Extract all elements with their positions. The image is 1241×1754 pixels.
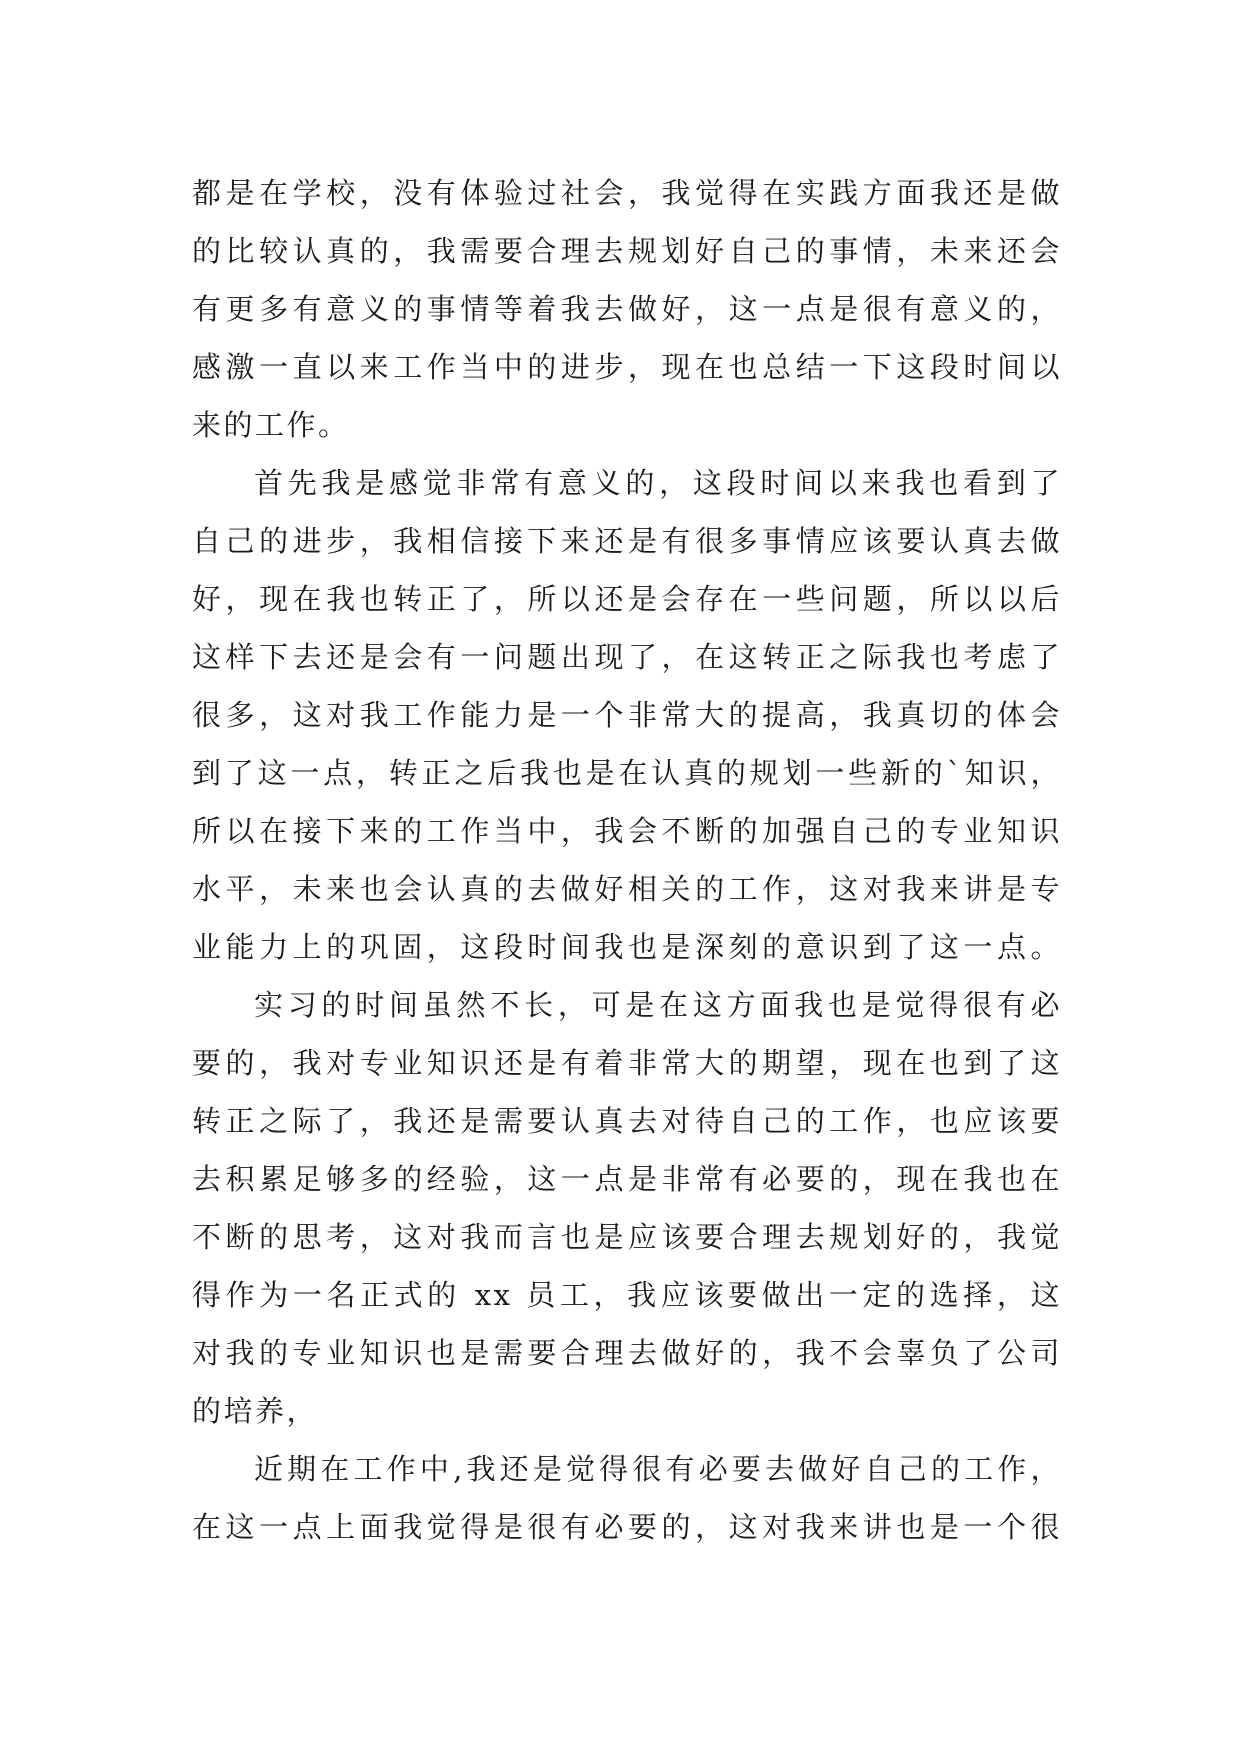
text-line: 水平，未来也会认真的去做好相关的工作，这对我来讲是专 <box>192 872 1062 906</box>
text-line: 有更多有意义的事情等着我去做好，这一点是很有意义的， <box>192 292 1062 326</box>
text-line: 转正之际了，我还是需要认真去对待自己的工作，也应该要 <box>192 1104 1062 1138</box>
text-line: 得作为一名正式的 xx 员工，我应该要做出一定的选择，这 <box>192 1278 1062 1312</box>
text-line: 的培养， <box>192 1394 319 1428</box>
text-line: 都是在学校，没有体验过社会，我觉得在实践方面我还是做 <box>192 176 1062 210</box>
text-line: 到了这一点，转正之后我也是在认真的规划一些新的`知识， <box>192 756 1062 790</box>
text-line: 去积累足够多的经验，这一点是非常有必要的，现在我也在 <box>192 1162 1062 1196</box>
paragraph-1 <box>192 164 1062 454</box>
text-line: 好，现在我也转正了，所以还是会存在一些问题，所以以后 <box>192 582 1062 616</box>
text-line: 来的工作。 <box>192 408 350 442</box>
text-line: 近期在工作中,我还是觉得很有必要去做好自己的工作， <box>254 1452 1062 1486</box>
text-line: 这样下去还是会有一问题出现了，在这转正之际我也考虑了 <box>192 640 1062 674</box>
paragraph-3 <box>192 976 1062 1440</box>
text-line: 对我的专业知识也是需要合理去做好的，我不会辜负了公司 <box>192 1336 1062 1370</box>
text-line: 所以在接下来的工作当中，我会不断的加强自己的专业知识 <box>192 814 1062 848</box>
paragraph-2 <box>192 454 1062 976</box>
paragraph-4 <box>192 1440 1062 1556</box>
text-line: 自己的进步，我相信接下来还是有很多事情应该要认真去做 <box>192 524 1062 558</box>
text-line: 很多，这对我工作能力是一个非常大的提高，我真切的体会 <box>192 698 1062 732</box>
text-line: 的比较认真的，我需要合理去规划好自己的事情，未来还会 <box>192 234 1062 268</box>
text-line: 要的，我对专业知识还是有着非常大的期望，现在也到了这 <box>192 1046 1062 1080</box>
document-body <box>192 164 1062 1556</box>
text-line: 感激一直以来工作当中的进步，现在也总结一下这段时间以 <box>192 350 1062 384</box>
text-line: 业能力上的巩固，这段时间我也是深刻的意识到了这一点。 <box>192 930 1062 964</box>
text-line: 实习的时间虽然不长，可是在这方面我也是觉得很有必 <box>254 988 1062 1022</box>
text-line: 不断的思考，这对我而言也是应该要合理去规划好的，我觉 <box>192 1220 1062 1254</box>
text-line: 首先我是感觉非常有意义的，这段时间以来我也看到了 <box>254 466 1062 500</box>
text-line: 在这一点上面我觉得是很有必要的，这对我来讲也是一个很 <box>192 1510 1062 1544</box>
